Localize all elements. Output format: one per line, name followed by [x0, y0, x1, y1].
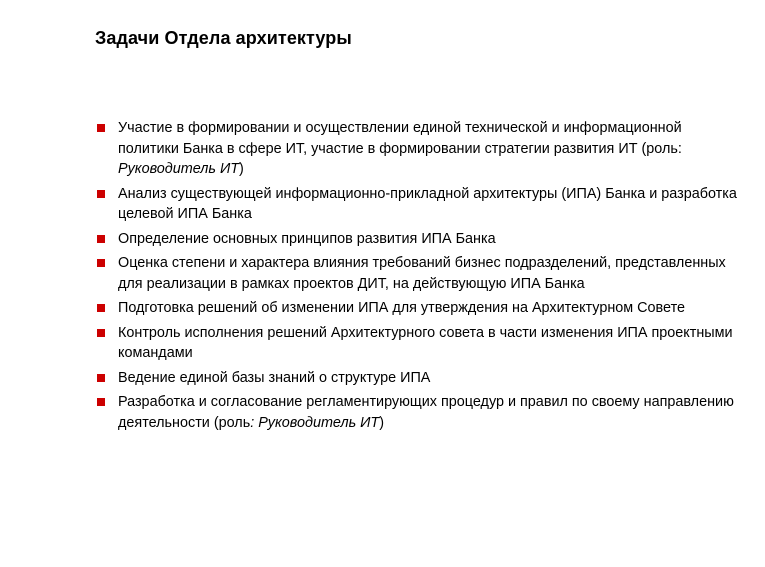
- list-item: [97, 368, 737, 389]
- list-item-text: Подготовка решений об изменении ИПА для утверждения на Архитектурном Совете: [118, 300, 685, 316]
- list-item-suffix: ): [379, 414, 385, 431]
- list-item: [97, 253, 737, 294]
- list-item: [97, 118, 737, 180]
- square-bullet-icon: [97, 235, 105, 243]
- list-item: [97, 392, 737, 433]
- list-item: [97, 298, 737, 319]
- square-bullet-icon: [97, 124, 105, 132]
- list-item: [97, 229, 737, 250]
- list-item-text: Участие в формировании и осуществлении единой технической и информационной политики Банка в сфере ИТ, участие в формировании стратегии развития ИТ (роль:: [118, 120, 682, 157]
- list-item-text: Оценка степени и характера влияния требований бизнес подразделений, представленных для реализации в рамках проектов ДИТ, на действующую ИПА Банка: [118, 255, 726, 292]
- role-text: : Руководитель ИТ: [250, 414, 380, 431]
- list-item: [97, 323, 737, 364]
- list-item-text: Контроль исполнения решений Архитектурного совета в части изменения ИПА проектными командами: [118, 324, 733, 361]
- square-bullet-icon: [97, 329, 105, 337]
- list-item-suffix: ): [239, 161, 244, 177]
- role-text: Руководитель ИТ: [118, 161, 240, 177]
- task-list: [97, 118, 737, 437]
- slide-title: Задачи Отдела архитектуры: [95, 28, 352, 48]
- square-bullet-icon: [97, 398, 105, 406]
- list-item-text: Ведение единой базы знаний о структуре ИПА: [118, 369, 431, 386]
- list-item-text: Анализ существующей информационно-прикладной архитектуры (ИПА) Банка и разработка целевой ИПА Банка: [118, 185, 737, 222]
- list-item-text: Определение основных принципов развития ИПА Банка: [118, 230, 496, 247]
- list-item: [97, 184, 737, 225]
- list-item-text: Разработка и согласование регламентирующих процедур и правил по своему направлению деятельности (роль: [118, 394, 734, 431]
- square-bullet-icon: [97, 259, 105, 267]
- square-bullet-icon: [97, 374, 105, 382]
- square-bullet-icon: [97, 304, 105, 312]
- square-bullet-icon: [97, 190, 105, 198]
